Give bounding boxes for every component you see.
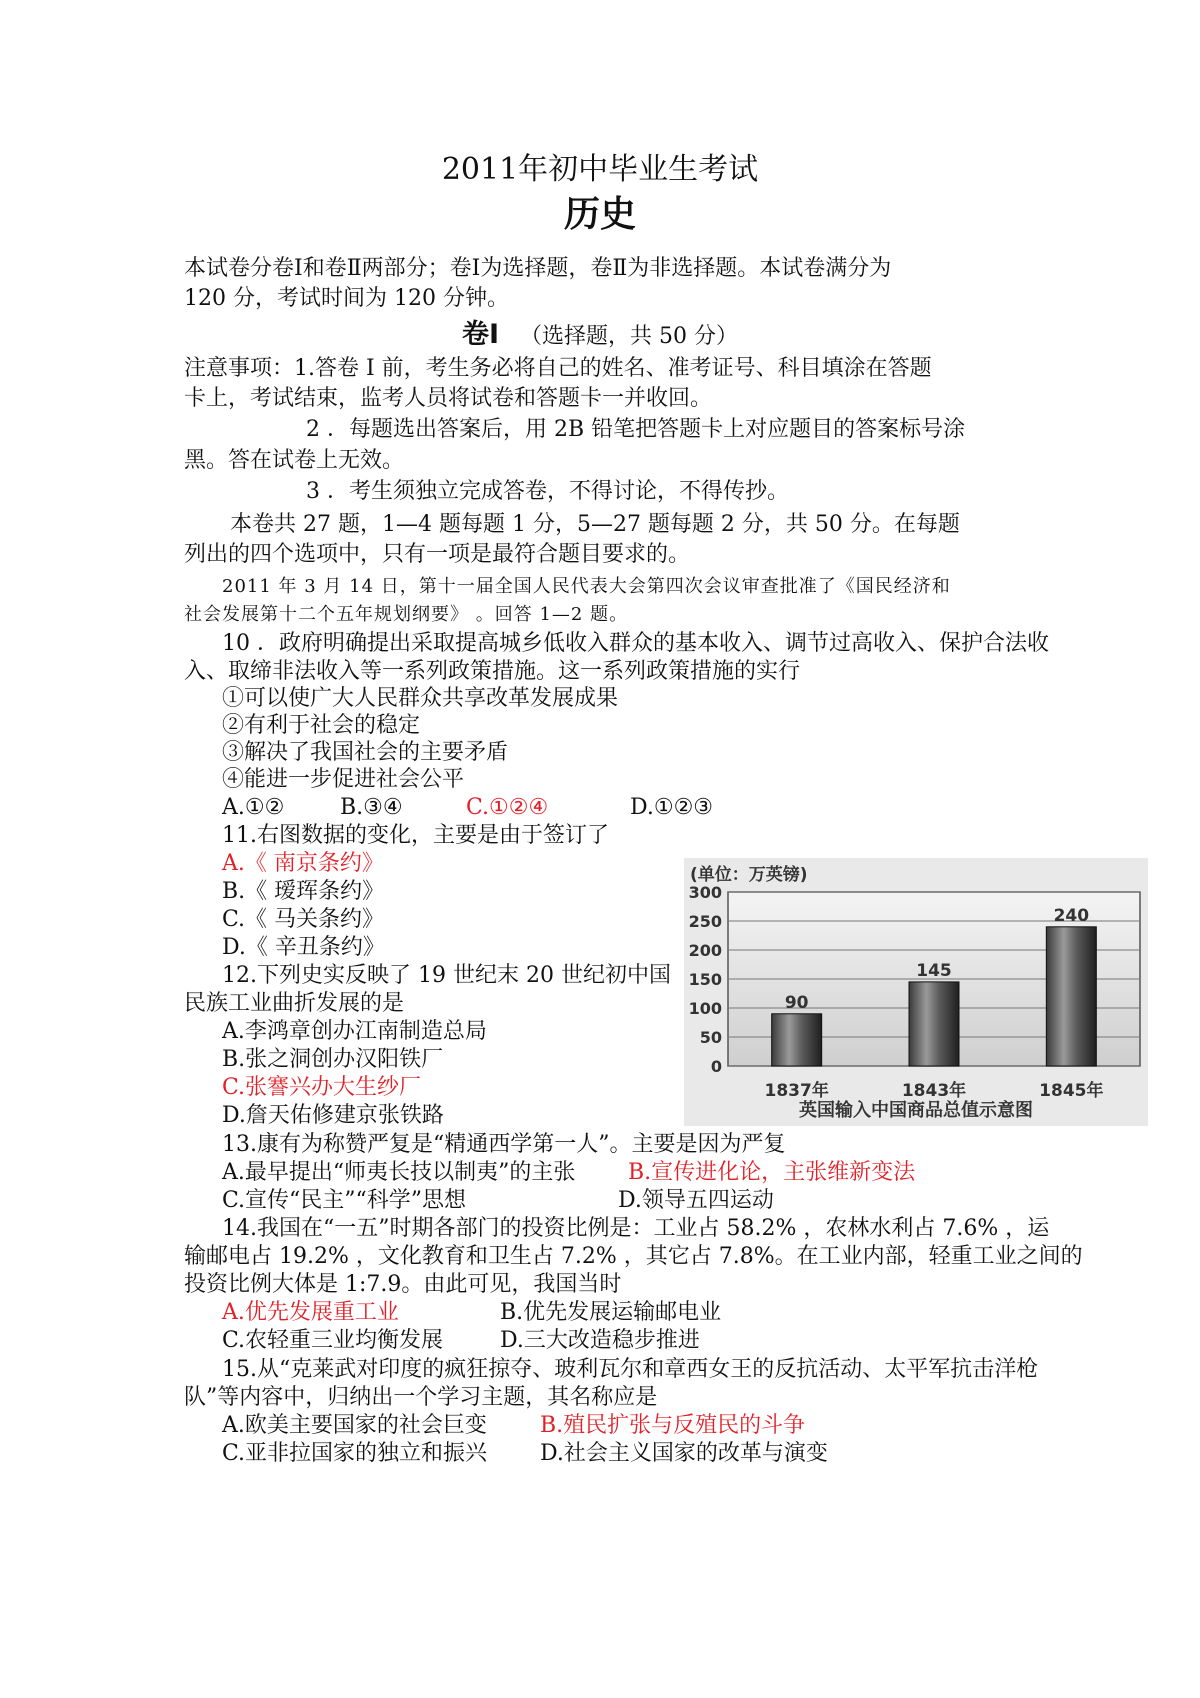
chart-title: 英国输入中国商品总值示意图	[799, 1100, 1033, 1121]
q14-stem-line-1: 14.我国在“一五”时期各部门的投资比例是：工业占 58.2% ，农林水利占 7.6% ，运	[222, 1216, 1050, 1241]
chart-bar	[772, 1014, 822, 1066]
q10-option-a: A.①②	[222, 795, 285, 820]
chart-x-tick-label: 1845年	[1039, 1081, 1104, 1101]
chart-y-tick-label: 50	[699, 1028, 722, 1047]
q14-option-a: A.优先发展重工业	[222, 1300, 399, 1325]
q13-option-c: C.宣传“民主”“科学”思想	[222, 1188, 467, 1213]
q13-stem: 13.康有为称赞严复是“精通西学第一人”。主要是因为严复	[222, 1132, 786, 1157]
q12-option-a: A.李鸿章创办江南制造总局	[222, 1019, 487, 1044]
q15-stem-line-2: 队”等内容中，归纳出一个学习主题，其名称应是	[184, 1385, 658, 1410]
instructions-line-2: 列出的四个选项中，只有一项是最符合题目要求的。	[184, 542, 691, 567]
q15-option-c: C.亚非拉国家的独立和振兴	[222, 1441, 488, 1466]
q11-option-d: D.《 辛丑条约》	[222, 935, 385, 960]
q12-stem-line-1: 12.下列史实反映了 19 世纪末 20 世纪初中国	[222, 963, 671, 988]
q11-option-b: B.《 瑷珲条约》	[222, 879, 385, 904]
intro-line-1: 本试卷分卷Ⅰ和卷Ⅱ两部分；卷Ⅰ为选择题，卷Ⅱ为非选择题。本试卷满分为	[184, 256, 892, 281]
q10-statement-3: ③解决了我国社会的主要矛盾	[222, 740, 509, 765]
q10-stem-line-1: 10 ．政府明确提出采取提高城乡低收入群众的基本收入、调节过高收入、保护合法收	[222, 631, 1049, 656]
q10-stem-line-2: 入、取缔非法收入等一系列政策措施。这一系列政策措施的实行	[184, 659, 801, 684]
chart-unit-label: (单位：万英镑)	[690, 865, 808, 885]
q13-option-b: B.宣传进化论，主张维新变法	[628, 1160, 916, 1185]
exam-title: 2011年初中毕业生考试	[441, 152, 759, 187]
q15-option-a: A.欧美主要国家的社会巨变	[222, 1413, 487, 1438]
q15-option-d: D.社会主义国家的改革与演变	[540, 1441, 828, 1466]
chart-data-label: 240	[1053, 905, 1090, 926]
part-heading	[0, 318, 1200, 354]
note-1-line-2: 卡上，考试结束，监考人员将试卷和答题卡一并收回。	[184, 386, 713, 411]
subject-title: 历史	[563, 194, 636, 235]
q10-option-d: D.①②③	[630, 795, 714, 820]
instructions-line-1: 本卷共 27 题，1—4 题每题 1 分，5—27 题每题 2 分，共 50 分。在每题	[230, 512, 960, 537]
chart-x-tick-label: 1843年	[901, 1081, 967, 1101]
q15-stem-line-1: 15.从“克莱武对印度的疯狂掠夺、玻利瓦尔和章西女王的反抗活动、太平军抗击洋枪	[222, 1357, 1039, 1382]
q14-stem-line-2: 输邮电占 19.2% ，文化教育和卫生占 7.2% ，其它占 7.8%。在工业内部，轻重工业之间的	[184, 1244, 1083, 1269]
chart-y-tick-label: 0	[710, 1057, 722, 1076]
q13-option-a: A.最早提出“师夷长技以制夷”的主张	[222, 1160, 576, 1185]
note-3: 3 ．考生须独立完成答卷，不得讨论，不得传抄。	[306, 479, 789, 504]
chart-data-label: 145	[916, 960, 952, 981]
intro-line-2: 120 分，考试时间为 120 分钟。	[184, 286, 509, 311]
q14-option-c: C.农轻重三业均衡发展	[222, 1328, 444, 1353]
chart-data-label: 90	[784, 992, 809, 1013]
q12-option-d: D.詹天佑修建京张铁路	[222, 1103, 444, 1128]
chart-y-axis	[689, 883, 722, 1076]
q11-stem: 11.右图数据的变化，主要是由于签订了	[222, 823, 609, 848]
part-heading-label: 卷Ⅰ	[461, 319, 500, 350]
note-2-line-2: 黑。答在试卷上无效。	[184, 448, 405, 473]
q11-option-a: A.《 南京条约》	[222, 851, 384, 876]
chart-y-tick-label: 150	[688, 970, 722, 989]
context-line-1: 2011 年 3 月 14 日，第十一届全国人民代表大会第四次会议审查批准了《国民经济和	[222, 576, 951, 597]
q13-option-d: D.领导五四运动	[618, 1188, 774, 1213]
q15-option-b: B.殖民扩张与反殖民的斗争	[540, 1413, 806, 1438]
note-1-line-1: 注意事项：1.答卷 Ⅰ 前，考生务必将自己的姓名、准考证号、科目填涂在答题	[184, 356, 932, 381]
chart-y-tick-label: 200	[688, 941, 722, 960]
q14-stem-line-3: 投资比例大体是 1:7.9。由此可见，我国当时	[184, 1272, 622, 1297]
q12-option-b: B.张之洞创办汉阳铁厂	[222, 1047, 444, 1072]
q10-option-b: B.③④	[340, 795, 403, 820]
chart-bar	[909, 982, 959, 1066]
q10-option-c: C.①②④	[466, 795, 549, 820]
q10-statement-1: ①可以使广大人民群众共享改革发展成果	[222, 686, 619, 711]
chart-x-tick-label: 1837年	[764, 1081, 829, 1101]
context-line-2: 社会发展第十二个五年规划纲要》 。回答 1—2 题。	[184, 604, 629, 625]
q11-option-c: C.《 马关条约》	[222, 907, 385, 932]
q12-option-c: C.张謇兴办大生纱厂	[222, 1075, 422, 1100]
chart-svg	[684, 858, 1148, 1126]
q10-statement-4: ④能进一步促进社会公平	[222, 767, 465, 792]
part-heading-sub: （选择题，共 50 分）	[520, 324, 739, 349]
chart-x-axis	[765, 1080, 1104, 1101]
chart-y-tick-label: 100	[688, 999, 722, 1018]
trade-value-chart	[684, 858, 1148, 1126]
q10-statement-2: ②有利于社会的稳定	[222, 713, 421, 738]
note-2-line-1: 2 ．每题选出答案后，用 2B 铅笔把答题卡上对应题目的答案标号涂	[306, 417, 966, 442]
chart-y-tick-label: 250	[688, 912, 722, 931]
q12-stem-line-2: 民族工业曲折发展的是	[184, 991, 405, 1016]
chart-y-tick-label: 300	[688, 883, 722, 902]
chart-bar	[1046, 927, 1096, 1066]
q14-option-d: D.三大改造稳步推进	[500, 1328, 700, 1353]
q14-option-b: B.优先发展运输邮电业	[500, 1300, 722, 1325]
